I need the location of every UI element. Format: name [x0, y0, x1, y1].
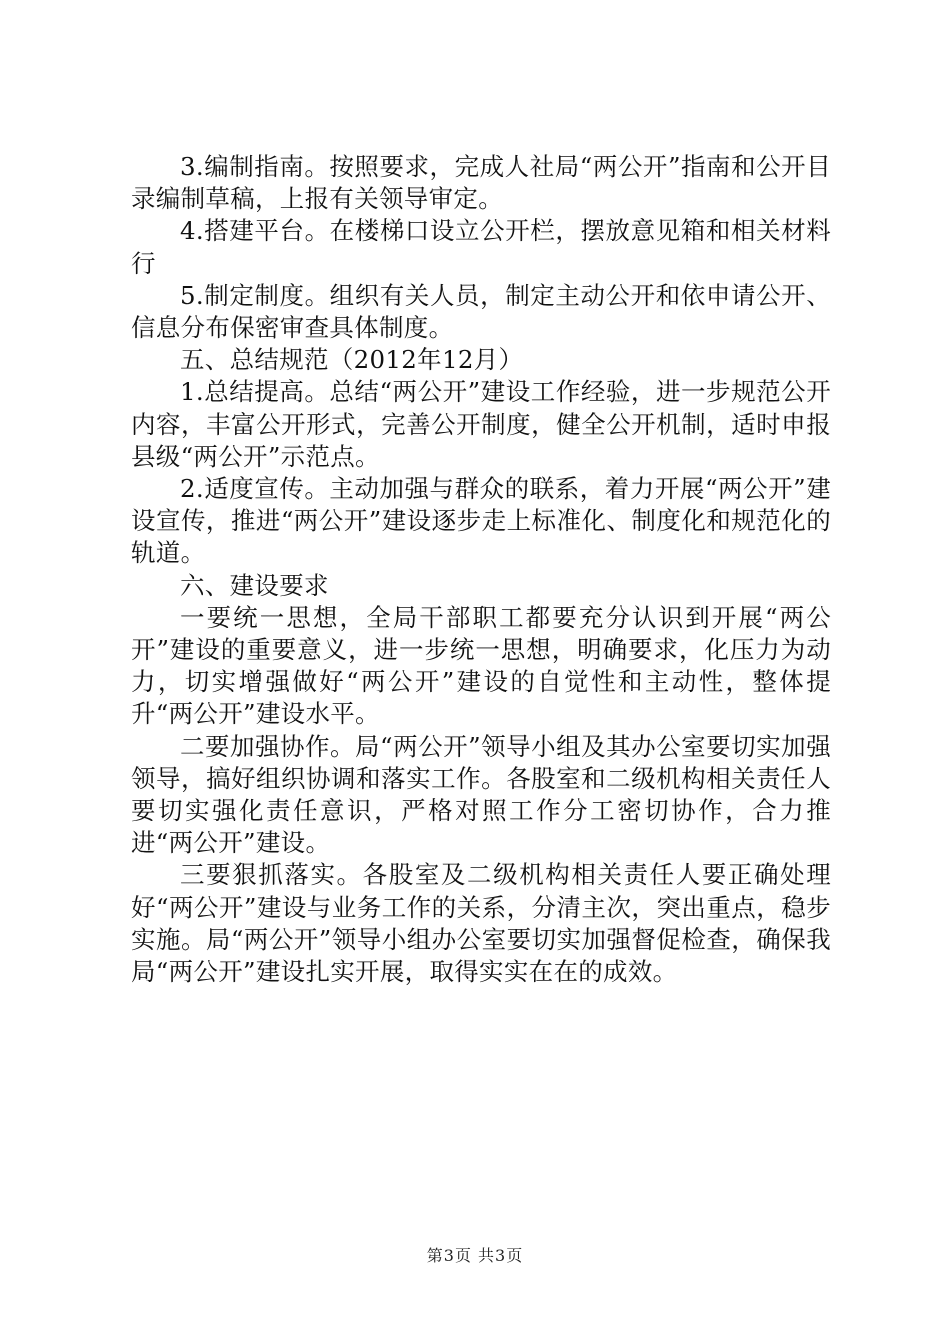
section-heading-requirements: 六、建设要求 — [180, 570, 329, 600]
paragraph-summarize-improve: 1.总结提高。总结“两公开”建设工作经验，进一步规范公开内容，丰富公开形式，完善公开制度，健全公开机制，适时申报县级“两公开”示范点。 — [131, 377, 831, 471]
paragraph-strengthen-cooperation: 二要加强协作。局“两公开”领导小组及其办公室要切实加强领导，搞好组织协调和落实工作。各股室和二级机构相关责任人要切实强化责任意识，严格对照工作分工密切协作，合力推进“两公开”建设。 — [131, 731, 831, 858]
section-heading-summary: 五、总结规范（2012年12月） — [180, 345, 524, 375]
page-number: 第3页 共3页 — [426, 1246, 524, 1265]
paragraph-publicity: 2.适度宣传。主动加强与群众的联系，着力开展“两公开”建设宣传，推进“两公开”建设逐步走上标准化、制度化和规范化的轨道。 — [131, 474, 831, 568]
paragraph-unify-thinking: 一要统一思想，全局干部职工都要充分认识到开展“两公开”建设的重要意义，进一步统一思想，明确要求，化压力为动力，切实增强做好“两公开”建设的自觉性和主动性，整体提升“两公开”建设水平。 — [131, 602, 832, 729]
document-body — [131, 151, 831, 988]
paragraph-implementation: 三要狠抓落实。各股室及二级机构相关责任人要正确处理好“两公开”建设与业务工作的关系，分清主次，突出重点，稳步实施。局“两公开”领导小组办公室要切实加强督促检查，确保我局“两公开”建设扎实开展，取得实实在在的成效。 — [131, 860, 831, 987]
paragraph-compile-guide: 3.编制指南。按照要求，完成人社局“两公开”指南和公开目录编制草稿，上报有关领导审定。 — [131, 152, 831, 214]
paragraph-build-platform: 4.搭建平台。在楼梯口设立公开栏，摆放意见箱和相关材料行 — [131, 216, 831, 278]
paragraph-set-rules: 5.制定制度。组织有关人员，制定主动公开和依申请公开、信息分布保密审查具体制度。 — [131, 280, 831, 343]
